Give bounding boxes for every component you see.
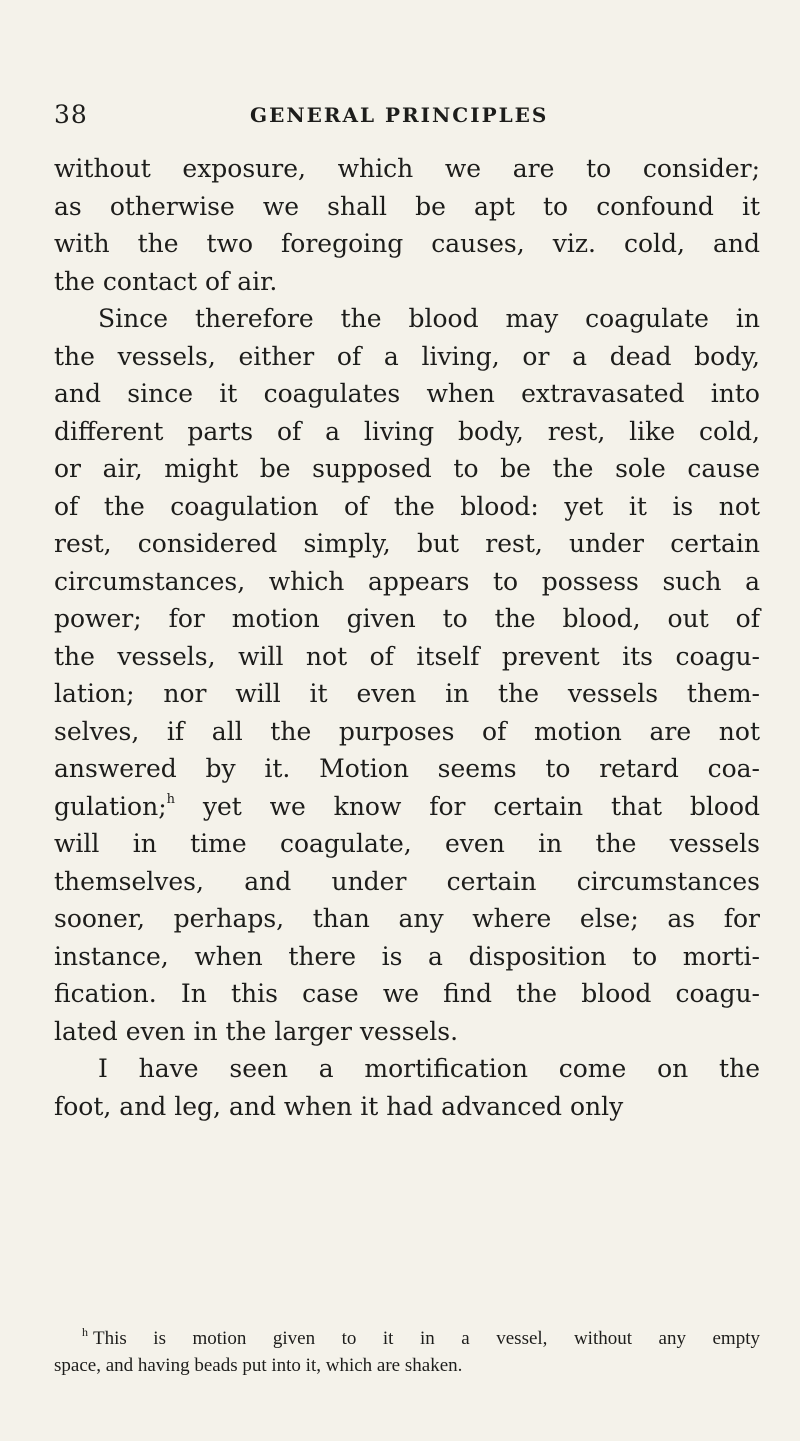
- text-line: selves, if all the purposes of motion are not: [54, 716, 760, 746]
- text-line: Since therefore the blood may coagulate in: [98, 304, 760, 333]
- footnote-reference[interactable]: h: [166, 791, 175, 807]
- text-line: sooner, perhaps, than any where else; as for: [54, 904, 760, 933]
- running-head: GENERAL PRINCIPLES: [250, 103, 549, 127]
- text-line: lated even in the larger vessels.: [54, 1016, 459, 1046]
- text-line: lation; nor will it even in the vessels them-: [54, 679, 760, 708]
- body-text: [54, 150, 760, 1125]
- page-header: [40, 100, 760, 140]
- footnote-text: This is motion given to it in a vessel, without any empty: [93, 1328, 760, 1349]
- text-line: with the two foregoing causes, viz. cold, and: [54, 229, 760, 258]
- footnote-line: [54, 1325, 760, 1352]
- footnote-line: space, and having beads put into it, which are shaken.: [54, 1355, 463, 1376]
- text-line: rest, considered simply, but rest, under certain: [54, 529, 760, 558]
- text-line: power; for motion given to the blood, out of: [54, 604, 760, 633]
- line-remainder: yet we know for certain that blood: [202, 791, 760, 821]
- text-line: or air, might be supposed to be the sole cause: [54, 454, 760, 483]
- line-prefix: gulation;: [54, 791, 167, 821]
- text-line: the contact of air.: [54, 266, 278, 296]
- text-line: of the coagulation of the blood: yet it is not: [54, 491, 760, 521]
- text-line: the vessels, either of a living, or a dead body,: [54, 341, 760, 371]
- text-line-with-footnote-ref: [54, 788, 760, 826]
- text-line: as otherwise we shall be apt to confound it: [54, 191, 760, 221]
- text-line: answered by it. Motion seems to retard coa-: [54, 754, 760, 783]
- text-line: themselves, and under certain circumstances: [54, 866, 760, 896]
- text-line: instance, when there is a disposition to morti-: [54, 941, 760, 971]
- text-line: and since it coagulates when extravasated into: [54, 379, 760, 408]
- text-line: different parts of a living body, rest, like cold,: [54, 416, 760, 446]
- text-line: circumstances, which appears to possess such a: [54, 566, 760, 596]
- page-number: 38: [54, 100, 88, 129]
- text-line: the vessels, will not of itself prevent its coagu-: [54, 641, 760, 671]
- text-line: foot, and leg, and when it had advanced only: [54, 1091, 624, 1121]
- footnote: [54, 1325, 760, 1379]
- text-line: fication. In this case we find the blood coagu-: [54, 979, 760, 1008]
- footnote-mark: h: [82, 1325, 88, 1339]
- text-line: without exposure, which we are to consider;: [54, 154, 760, 183]
- text-line: I have seen a mortification come on the: [98, 1054, 760, 1083]
- text-line: will in time coagulate, even in the vessels: [54, 829, 760, 858]
